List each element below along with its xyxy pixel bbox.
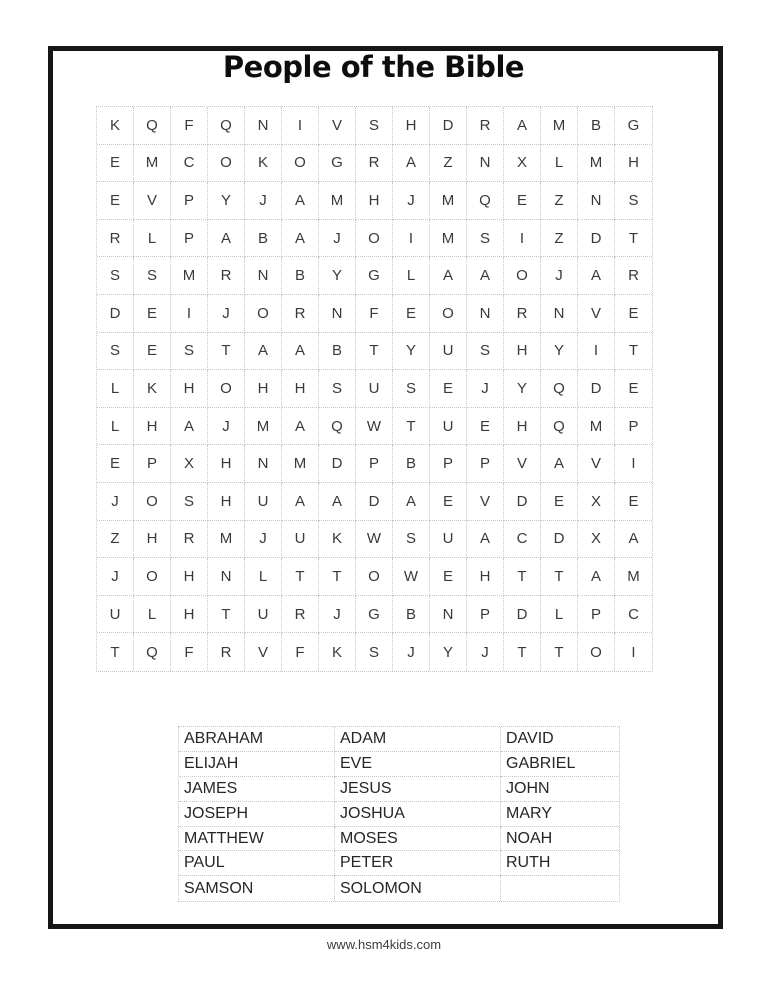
grid-cell: U	[430, 408, 467, 446]
grid-cell: E	[97, 145, 134, 183]
grid-cell: D	[319, 445, 356, 483]
grid-cell: U	[245, 596, 282, 634]
word-list-item: JOHN	[501, 777, 619, 802]
grid-cell: Q	[541, 408, 578, 446]
grid-cell: I	[171, 295, 208, 333]
word-list-item: EVE	[335, 752, 501, 777]
grid-cell: S	[97, 257, 134, 295]
word-list-item: ELIJAH	[179, 752, 335, 777]
grid-cell: R	[171, 521, 208, 559]
word-list-item: NOAH	[501, 827, 619, 852]
grid-cell: J	[393, 633, 430, 671]
grid-cell: O	[134, 483, 171, 521]
grid-cell: U	[245, 483, 282, 521]
grid-cell: A	[282, 483, 319, 521]
word-list-item: ABRAHAM	[179, 727, 335, 752]
grid-cell: J	[208, 408, 245, 446]
grid-cell: L	[541, 145, 578, 183]
grid-cell: V	[578, 295, 615, 333]
grid-cell: I	[393, 220, 430, 258]
grid-cell: I	[615, 633, 652, 671]
grid-cell: E	[615, 370, 652, 408]
grid-cell: V	[134, 182, 171, 220]
grid-cell: W	[356, 408, 393, 446]
grid-cell: P	[356, 445, 393, 483]
word-list-empty-cell	[501, 876, 619, 901]
grid-cell: Q	[319, 408, 356, 446]
grid-cell: O	[208, 145, 245, 183]
grid-cell: S	[393, 370, 430, 408]
grid-cell: R	[208, 257, 245, 295]
grid-cell: S	[319, 370, 356, 408]
grid-cell: C	[615, 596, 652, 634]
grid-cell: L	[393, 257, 430, 295]
grid-cell: T	[208, 333, 245, 371]
grid-cell: E	[97, 445, 134, 483]
word-list-item: JAMES	[179, 777, 335, 802]
puzzle-title: People of the Bible	[222, 50, 525, 84]
grid-cell: X	[578, 521, 615, 559]
grid-cell: D	[430, 107, 467, 145]
grid-cell: Y	[319, 257, 356, 295]
grid-cell: D	[578, 370, 615, 408]
footer-url: www.hsm4kids.com	[326, 937, 442, 952]
grid-cell: P	[430, 445, 467, 483]
grid-cell: S	[467, 333, 504, 371]
grid-cell: A	[245, 333, 282, 371]
grid-cell: N	[208, 558, 245, 596]
grid-cell: P	[467, 596, 504, 634]
grid-cell: E	[615, 295, 652, 333]
grid-cell: D	[97, 295, 134, 333]
grid-cell: N	[245, 445, 282, 483]
grid-cell: I	[504, 220, 541, 258]
grid-cell: T	[615, 333, 652, 371]
grid-cell: J	[541, 257, 578, 295]
grid-cell: M	[430, 220, 467, 258]
grid-cell: J	[393, 182, 430, 220]
grid-cell: A	[504, 107, 541, 145]
grid-cell: R	[97, 220, 134, 258]
grid-cell: G	[356, 257, 393, 295]
grid-cell: Z	[97, 521, 134, 559]
grid-cell: J	[208, 295, 245, 333]
grid-cell: Y	[541, 333, 578, 371]
grid-cell: E	[615, 483, 652, 521]
grid-cell: F	[282, 633, 319, 671]
grid-cell: U	[356, 370, 393, 408]
grid-cell: O	[430, 295, 467, 333]
grid-cell: M	[134, 145, 171, 183]
grid-cell: H	[208, 483, 245, 521]
grid-cell: E	[430, 558, 467, 596]
grid-cell: A	[282, 182, 319, 220]
grid-cell: V	[578, 445, 615, 483]
grid-cell: E	[467, 408, 504, 446]
grid-cell: T	[541, 558, 578, 596]
grid-cell: R	[356, 145, 393, 183]
grid-cell: M	[171, 257, 208, 295]
grid-cell: L	[541, 596, 578, 634]
grid-cell: H	[134, 408, 171, 446]
grid-cell: Z	[430, 145, 467, 183]
grid-cell: M	[578, 408, 615, 446]
grid-cell: S	[134, 257, 171, 295]
grid-cell: J	[245, 521, 282, 559]
grid-cell: E	[430, 370, 467, 408]
grid-cell: H	[208, 445, 245, 483]
grid-cell: O	[282, 145, 319, 183]
grid-cell: F	[171, 107, 208, 145]
word-list-item: JOSHUA	[335, 802, 501, 827]
grid-cell: H	[282, 370, 319, 408]
grid-cell: M	[208, 521, 245, 559]
word-list	[178, 726, 620, 902]
grid-cell: T	[282, 558, 319, 596]
grid-cell: W	[356, 521, 393, 559]
grid-cell: R	[615, 257, 652, 295]
grid-cell: L	[97, 408, 134, 446]
grid-cell: M	[615, 558, 652, 596]
word-list-item: MATTHEW	[179, 827, 335, 852]
grid-cell: U	[97, 596, 134, 634]
grid-cell: H	[356, 182, 393, 220]
grid-cell: R	[282, 596, 319, 634]
grid-cell: R	[504, 295, 541, 333]
grid-cell: K	[97, 107, 134, 145]
grid-cell: H	[393, 107, 430, 145]
grid-cell: Y	[393, 333, 430, 371]
grid-cell: R	[282, 295, 319, 333]
word-list-item: PETER	[335, 851, 501, 876]
grid-cell: P	[615, 408, 652, 446]
grid-cell: W	[393, 558, 430, 596]
grid-cell: K	[319, 521, 356, 559]
word-list-item: JESUS	[335, 777, 501, 802]
grid-cell: B	[319, 333, 356, 371]
grid-cell: O	[245, 295, 282, 333]
grid-cell: E	[541, 483, 578, 521]
grid-cell: A	[578, 257, 615, 295]
grid-cell: M	[541, 107, 578, 145]
grid-cell: A	[578, 558, 615, 596]
grid-cell: K	[134, 370, 171, 408]
grid-cell: P	[467, 445, 504, 483]
grid-cell: E	[393, 295, 430, 333]
grid-cell: T	[393, 408, 430, 446]
grid-cell: M	[578, 145, 615, 183]
word-list-item: PAUL	[179, 851, 335, 876]
grid-cell: Z	[541, 220, 578, 258]
grid-cell: B	[578, 107, 615, 145]
grid-cell: H	[171, 370, 208, 408]
grid-cell: T	[356, 333, 393, 371]
grid-cell: R	[208, 633, 245, 671]
grid-cell: K	[319, 633, 356, 671]
grid-cell: N	[541, 295, 578, 333]
grid-cell: N	[319, 295, 356, 333]
grid-cell: H	[467, 558, 504, 596]
grid-cell: X	[578, 483, 615, 521]
grid-cell: O	[356, 220, 393, 258]
grid-cell: G	[615, 107, 652, 145]
grid-cell: O	[356, 558, 393, 596]
grid-cell: M	[245, 408, 282, 446]
grid-cell: A	[467, 521, 504, 559]
grid-cell: L	[134, 220, 171, 258]
grid-cell: J	[467, 370, 504, 408]
grid-cell: T	[97, 633, 134, 671]
grid-cell: K	[245, 145, 282, 183]
grid-cell: Q	[467, 182, 504, 220]
grid-cell: A	[615, 521, 652, 559]
grid-cell: L	[134, 596, 171, 634]
grid-cell: F	[356, 295, 393, 333]
grid-cell: J	[467, 633, 504, 671]
grid-cell: U	[430, 521, 467, 559]
grid-cell: J	[97, 483, 134, 521]
grid-cell: O	[208, 370, 245, 408]
grid-cell: D	[541, 521, 578, 559]
grid-cell: H	[171, 558, 208, 596]
grid-cell: Q	[134, 633, 171, 671]
grid-cell: H	[134, 521, 171, 559]
grid-cell: L	[245, 558, 282, 596]
grid-cell: N	[245, 257, 282, 295]
letter-grid	[96, 106, 653, 672]
grid-cell: E	[97, 182, 134, 220]
grid-cell: E	[134, 333, 171, 371]
grid-cell: B	[245, 220, 282, 258]
grid-cell: B	[393, 596, 430, 634]
grid-cell: A	[282, 333, 319, 371]
grid-cell: E	[430, 483, 467, 521]
grid-cell: E	[134, 295, 171, 333]
grid-cell: C	[171, 145, 208, 183]
grid-cell: O	[504, 257, 541, 295]
grid-cell: H	[504, 408, 541, 446]
grid-cell: O	[578, 633, 615, 671]
grid-cell: V	[319, 107, 356, 145]
grid-cell: T	[319, 558, 356, 596]
word-list-item: JOSEPH	[179, 802, 335, 827]
grid-cell: V	[245, 633, 282, 671]
grid-cell: U	[282, 521, 319, 559]
grid-cell: G	[356, 596, 393, 634]
grid-cell: S	[356, 107, 393, 145]
grid-cell: X	[504, 145, 541, 183]
grid-cell: I	[615, 445, 652, 483]
grid-cell: N	[467, 295, 504, 333]
grid-cell: S	[467, 220, 504, 258]
grid-cell: O	[134, 558, 171, 596]
grid-cell: Y	[208, 182, 245, 220]
grid-cell: T	[504, 633, 541, 671]
grid-cell: P	[171, 182, 208, 220]
grid-cell: T	[504, 558, 541, 596]
word-list-item: ADAM	[335, 727, 501, 752]
grid-cell: H	[245, 370, 282, 408]
grid-cell: N	[430, 596, 467, 634]
grid-cell: F	[171, 633, 208, 671]
grid-cell: A	[393, 145, 430, 183]
grid-cell: A	[393, 483, 430, 521]
grid-cell: Y	[504, 370, 541, 408]
grid-cell: M	[282, 445, 319, 483]
grid-cell: J	[97, 558, 134, 596]
grid-cell: J	[319, 220, 356, 258]
grid-cell: N	[578, 182, 615, 220]
grid-cell: Q	[541, 370, 578, 408]
word-list-item: RUTH	[501, 851, 619, 876]
grid-cell: H	[504, 333, 541, 371]
grid-cell: V	[504, 445, 541, 483]
grid-cell: S	[97, 333, 134, 371]
word-list-item: DAVID	[501, 727, 619, 752]
grid-cell: D	[356, 483, 393, 521]
grid-cell: P	[134, 445, 171, 483]
grid-cell: S	[356, 633, 393, 671]
grid-cell: S	[171, 483, 208, 521]
grid-cell: S	[393, 521, 430, 559]
grid-cell: M	[319, 182, 356, 220]
grid-cell: Y	[430, 633, 467, 671]
grid-cell: G	[319, 145, 356, 183]
word-list-item: SOLOMON	[335, 876, 501, 901]
grid-cell: J	[245, 182, 282, 220]
grid-cell: E	[504, 182, 541, 220]
grid-cell: R	[467, 107, 504, 145]
grid-cell: J	[319, 596, 356, 634]
grid-cell: A	[171, 408, 208, 446]
grid-cell: Z	[541, 182, 578, 220]
grid-cell: C	[504, 521, 541, 559]
grid-cell: B	[282, 257, 319, 295]
word-list-item: MARY	[501, 802, 619, 827]
grid-cell: P	[578, 596, 615, 634]
grid-cell: N	[467, 145, 504, 183]
grid-cell: B	[393, 445, 430, 483]
word-list-item: SAMSON	[179, 876, 335, 901]
grid-cell: A	[541, 445, 578, 483]
grid-cell: L	[97, 370, 134, 408]
grid-cell: V	[467, 483, 504, 521]
grid-cell: I	[282, 107, 319, 145]
grid-cell: X	[171, 445, 208, 483]
grid-cell: D	[504, 483, 541, 521]
grid-cell: A	[319, 483, 356, 521]
grid-cell: M	[430, 182, 467, 220]
grid-cell: H	[615, 145, 652, 183]
grid-cell: A	[467, 257, 504, 295]
grid-cell: Q	[134, 107, 171, 145]
grid-cell: N	[245, 107, 282, 145]
grid-cell: A	[430, 257, 467, 295]
grid-cell: A	[282, 408, 319, 446]
grid-cell: Q	[208, 107, 245, 145]
grid-cell: T	[208, 596, 245, 634]
grid-cell: I	[578, 333, 615, 371]
grid-cell: S	[615, 182, 652, 220]
grid-cell: U	[430, 333, 467, 371]
grid-cell: D	[504, 596, 541, 634]
word-list-item: MOSES	[335, 827, 501, 852]
word-list-item: GABRIEL	[501, 752, 619, 777]
grid-cell: D	[578, 220, 615, 258]
grid-cell: H	[171, 596, 208, 634]
grid-cell: A	[282, 220, 319, 258]
grid-cell: T	[541, 633, 578, 671]
grid-cell: A	[208, 220, 245, 258]
grid-cell: T	[615, 220, 652, 258]
grid-cell: S	[171, 333, 208, 371]
grid-cell: P	[171, 220, 208, 258]
